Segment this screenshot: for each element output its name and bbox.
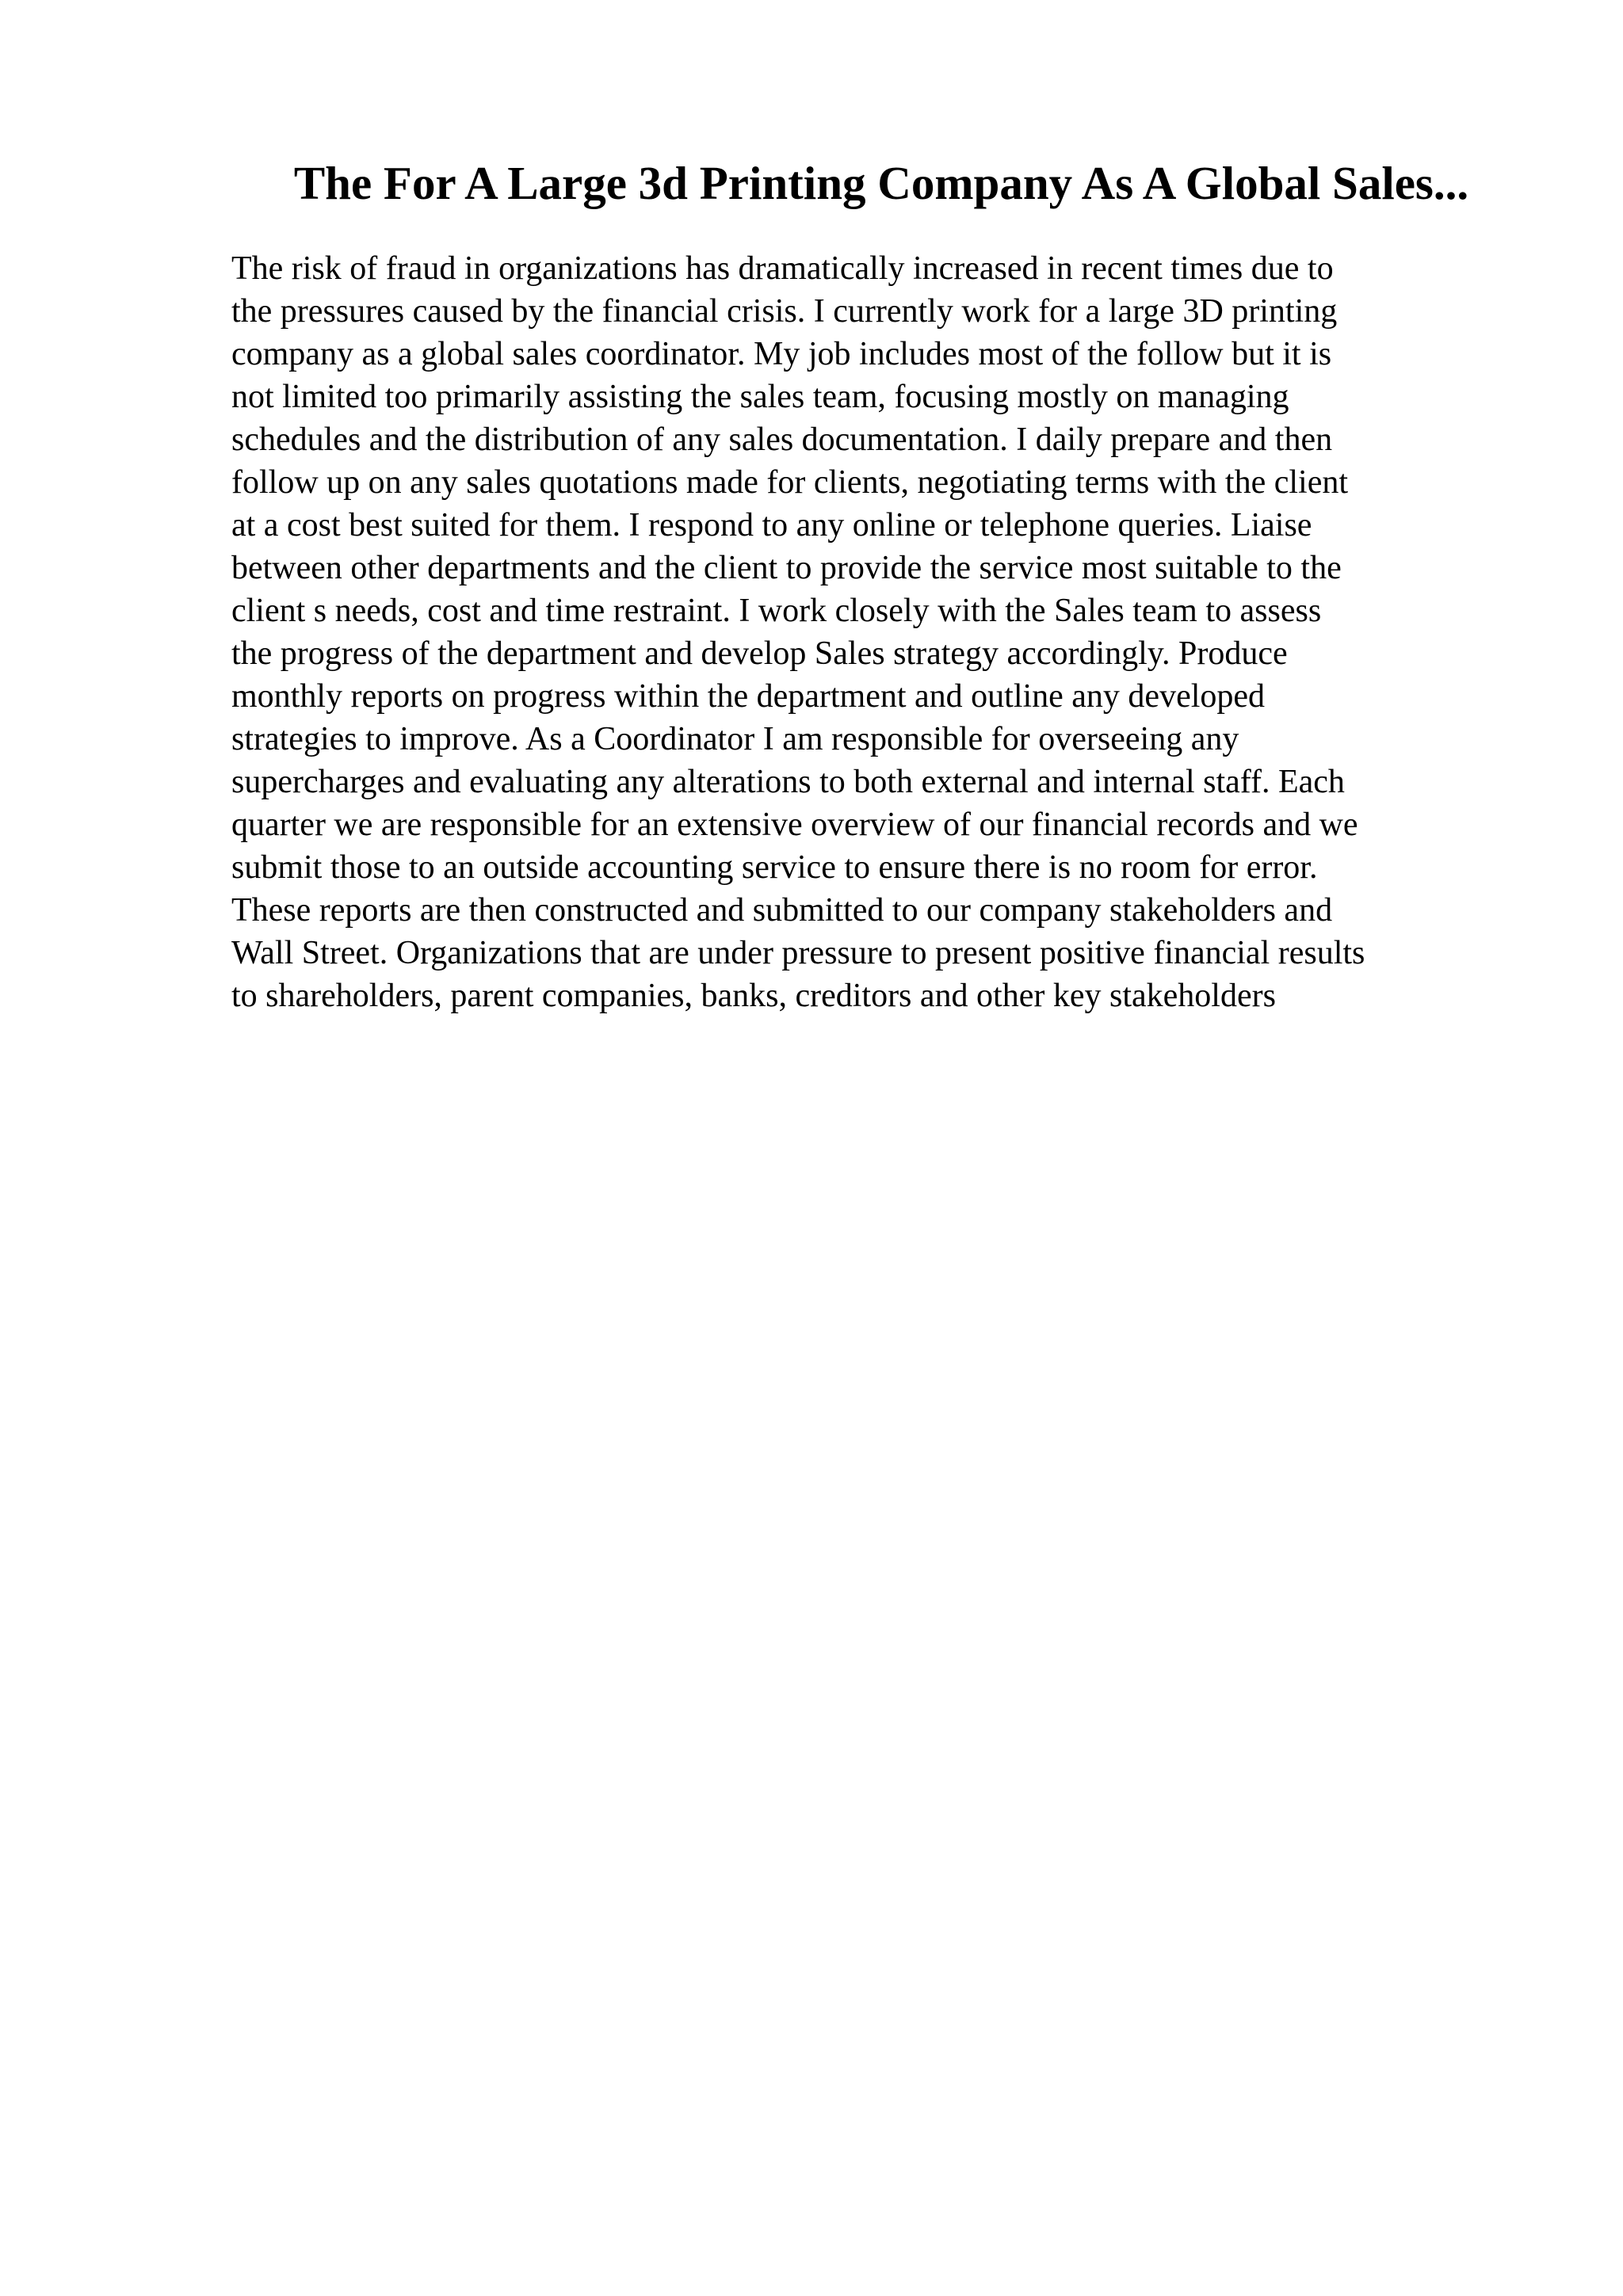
body-line: to shareholders, parent companies, banks, creditors and other key stakeholders — [231, 978, 1276, 1014]
body-line: Wall Street. Organizations that are under pressure to present positive financial results — [231, 935, 1365, 971]
body-line: monthly reports on progress within the department and outline any developed — [231, 678, 1266, 715]
body-line: supercharges and evaluating any alterations to both external and internal staff. Each — [231, 764, 1345, 800]
body-line: schedules and the distribution of any sales documentation. I daily prepare and then — [231, 421, 1333, 458]
body-line: quarter we are responsible for an extensive overview of our financial records and we — [231, 807, 1358, 843]
body-line: follow up on any sales quotations made for clients, negotiating terms with the client — [231, 464, 1349, 501]
body-line: company as a global sales coordinator. My job includes most of the follow but it is — [231, 336, 1332, 372]
body-line: client s needs, cost and time restraint. I work closely with the Sales team to assess — [231, 593, 1322, 629]
body-line: The risk of fraud in organizations has dramatically increased in recent times due to — [231, 250, 1334, 287]
document-body — [231, 247, 1539, 1017]
body-line: These reports are then constructed and submitted to our company stakeholders and — [231, 892, 1333, 929]
body-line: the pressures caused by the financial crisis. I currently work for a large 3D printing — [231, 293, 1338, 330]
body-line: submit those to an outside accounting service to ensure there is no room for error. — [231, 849, 1318, 886]
document-title: The For A Large 3d Printing Company As A Global Sales... — [293, 157, 1469, 209]
body-line: the progress of the department and develop Sales strategy accordingly. Produce — [231, 635, 1288, 672]
body-line: at a cost best suited for them. I respond to any online or telephone queries. Liaise — [231, 507, 1312, 543]
body-line: between other departments and the client to provide the service most suitable to the — [231, 550, 1342, 586]
body-line: strategies to improve. As a Coordinator I am responsible for overseeing any — [231, 721, 1239, 757]
body-line: not limited too primarily assisting the sales team, focusing mostly on managing — [231, 379, 1289, 415]
